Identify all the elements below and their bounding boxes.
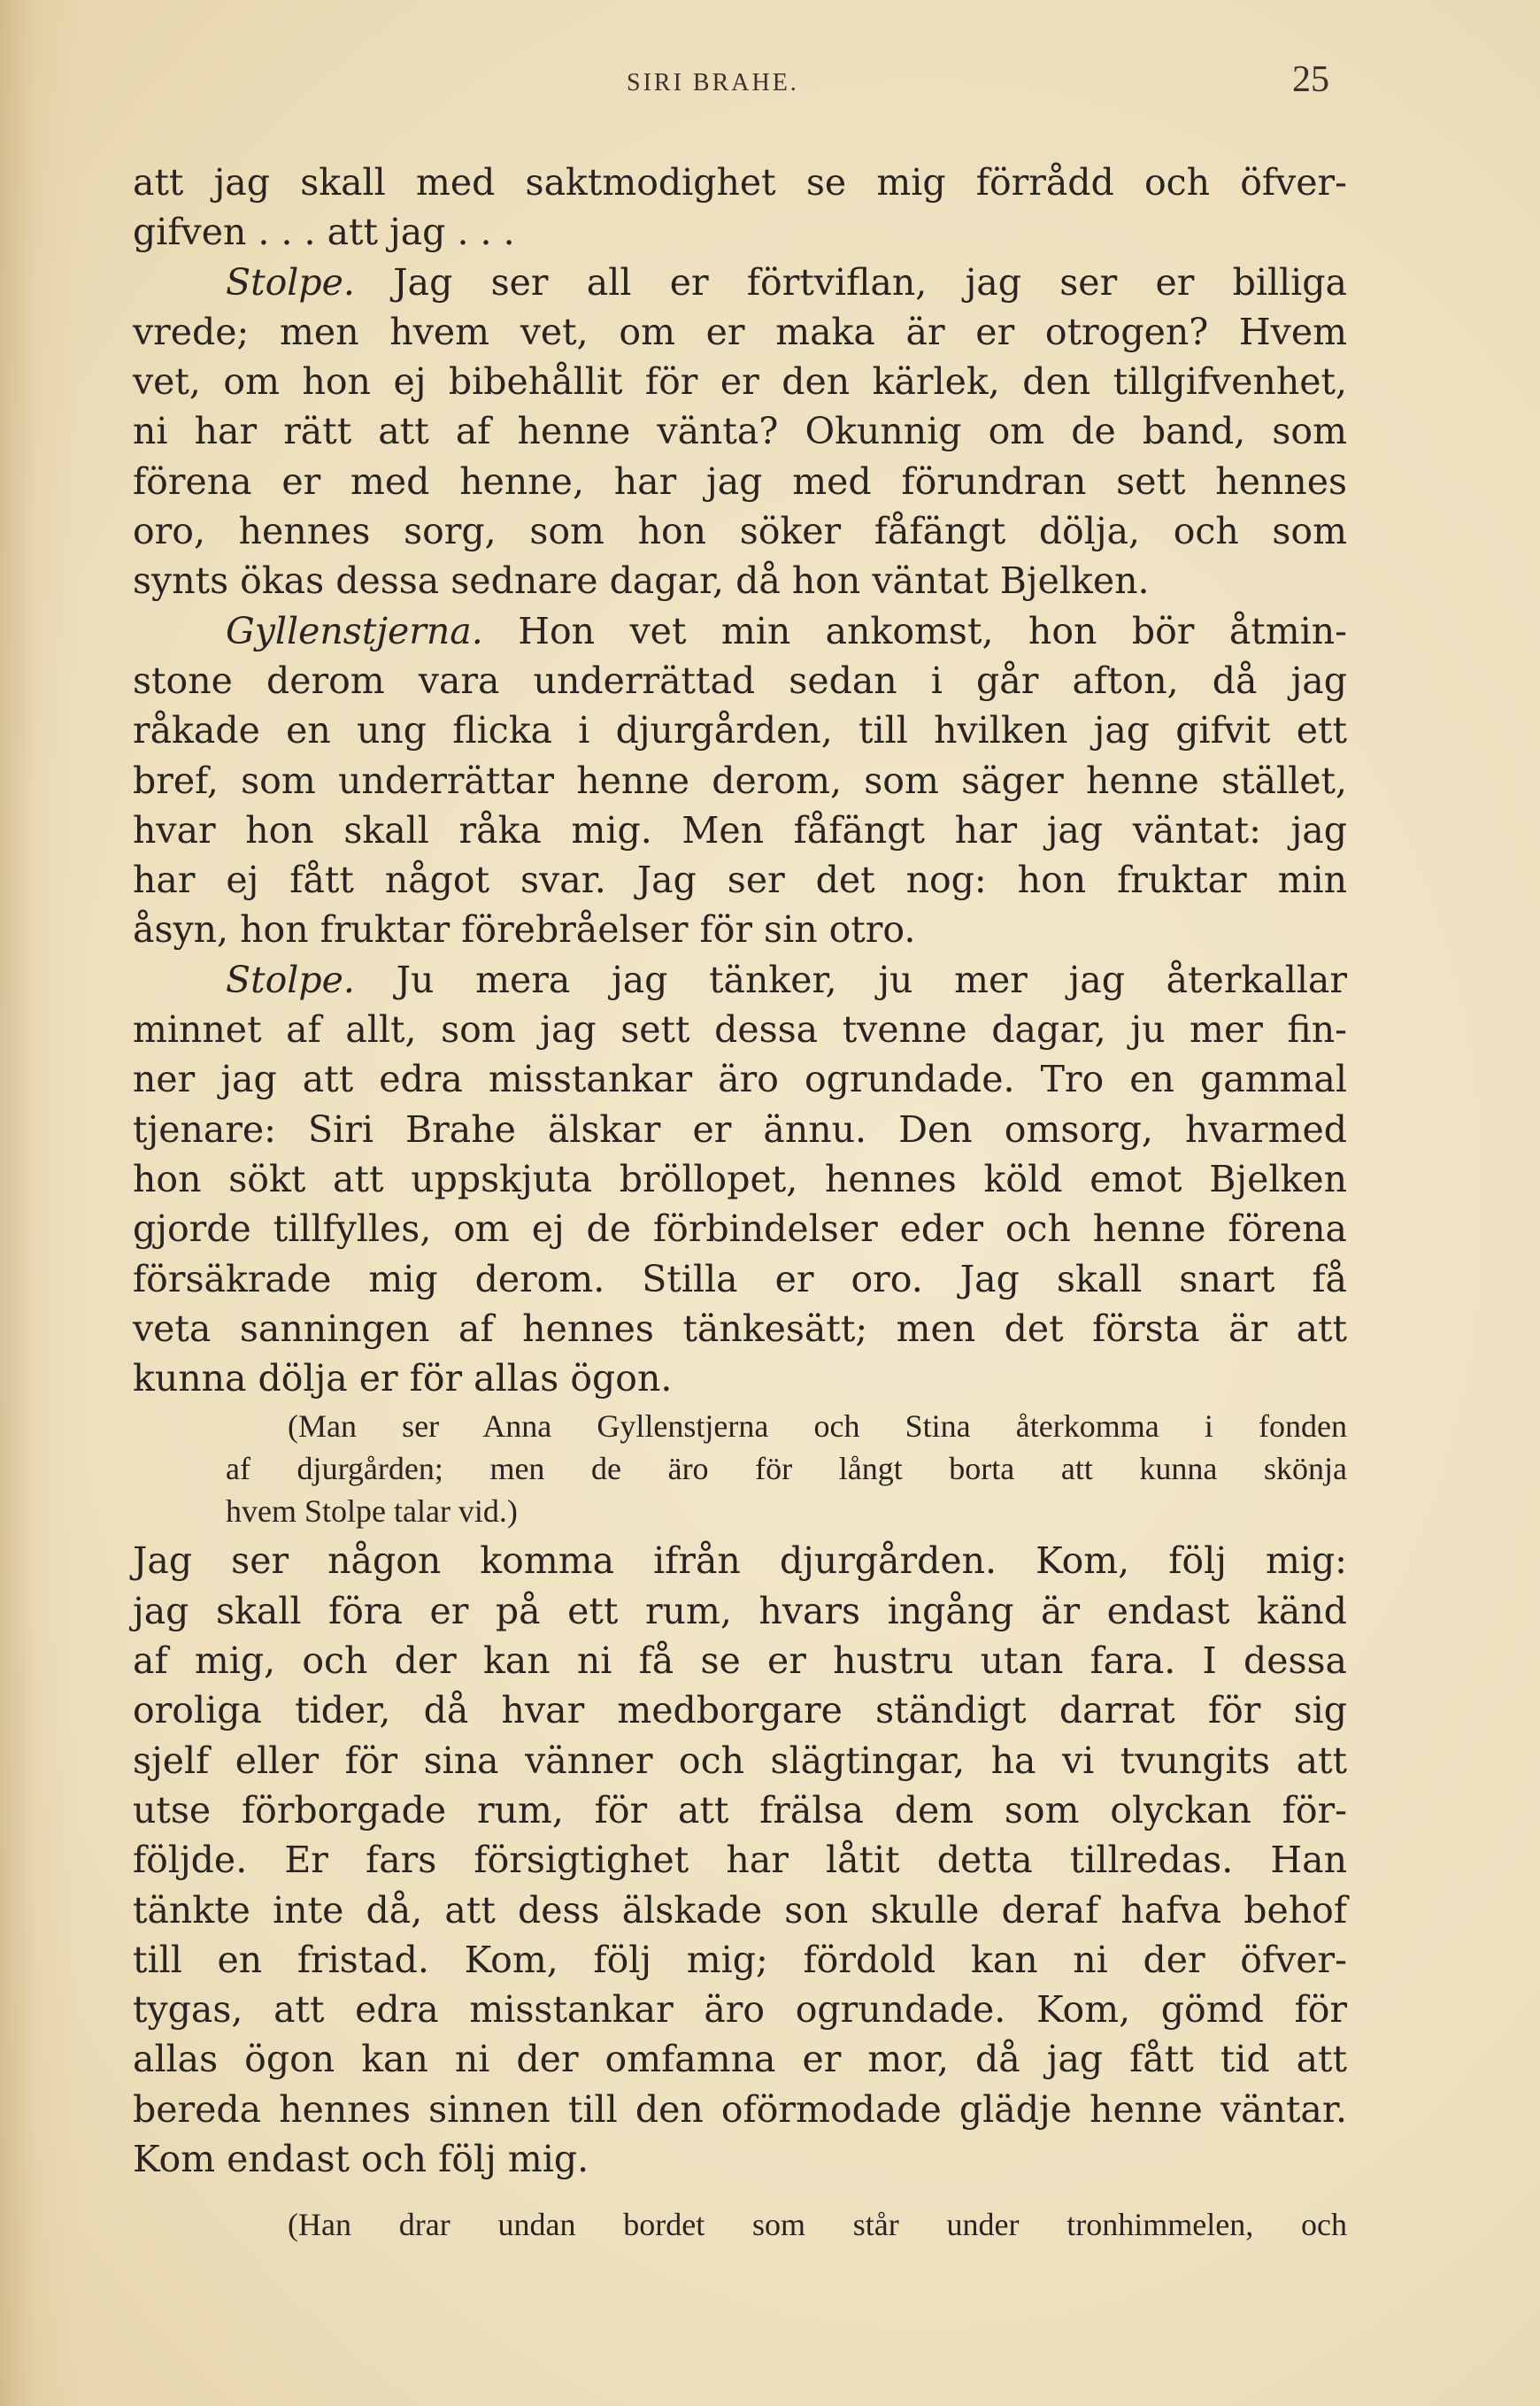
dialogue-line xyxy=(133,258,1347,307)
text-line: synts ökas dessa sednare dagar, då hon väntat Bjelken. xyxy=(133,559,1150,603)
text-line: till en fristad. Kom, följ mig; fördold kan ni der öfver- xyxy=(133,1938,1347,1981)
stage-line: (Han drar undan bordet som står under tronhimmelen, och xyxy=(288,2207,1347,2243)
text-line: gjorde tillfylles, om ej de förbindelser eder och henne förena xyxy=(133,1207,1347,1251)
text-line: Jag ser någon komma ifrån djurgården. Kom, följ mig: xyxy=(133,1539,1347,1583)
text-line: oro, hennes sorg, som hon söker fåfängt dölja, och som xyxy=(133,510,1347,553)
stage-line: af djurgården; men de äro för långt borta att kunna skönja xyxy=(226,1451,1347,1487)
text-line: försäkrade mig derom. Stilla er oro. Jag skall snart få xyxy=(133,1257,1347,1300)
text-line: af mig, och der kan ni få se er hustru utan fara. I dessa xyxy=(133,1639,1347,1683)
text-line: kunna dölja er för allas ögon. xyxy=(133,1357,673,1400)
stage-line: hvem Stolpe talar vid.) xyxy=(226,1493,518,1530)
stage-direction xyxy=(133,1405,1347,1532)
text-line: har ej fått något svar. Jag ser det nog: hon fruktar min xyxy=(133,859,1347,902)
text-line: tänkte inte då, att dess älskade son skulle deraf hafva behof xyxy=(133,1888,1347,1932)
dialogue-line xyxy=(133,955,1347,1005)
text-line: tygas, att edra misstankar äro ogrundade. Kom, gömd för xyxy=(133,1988,1347,2032)
text-line: gifven . . . att jag . . . xyxy=(133,211,515,254)
dialogue-text: Hon vet min ankomst, hon bör åtmin- xyxy=(518,609,1347,652)
dialogue-text: Jag ser all er förtviflan, jag ser er billiga xyxy=(393,260,1347,304)
text-line: vrede; men hvem vet, om er maka är er otrogen? Hvem xyxy=(133,310,1347,353)
text-line: tjenare: Siri Brahe älskar er ännu. Den omsorg, hvarmed xyxy=(133,1107,1347,1151)
text-line: oroliga tider, då hvar medborgare ständigt darrat för sig xyxy=(133,1689,1347,1732)
page-number: 25 xyxy=(1292,59,1329,100)
running-title: SIRI BRAHE. xyxy=(627,69,799,96)
text-line: veta sanningen af hennes tänkesätt; men det första är att xyxy=(133,1307,1347,1350)
text-line: åsyn, hon fruktar förebråelser för sin otro. xyxy=(133,908,916,952)
speaker-name: Stolpe. xyxy=(226,260,355,304)
text-line: hon sökt att uppskjuta bröllopet, hennes köld emot Bjelken xyxy=(133,1157,1347,1200)
text-line: vet, om hon ej bibehållit för er den kärlek, den tillgifvenhet, xyxy=(133,360,1347,404)
text-line: Kom endast och följ mig. xyxy=(133,2137,589,2180)
dialogue-line xyxy=(133,606,1347,656)
text-line: utse förborgade rum, för att frälsa dem som olyckan för- xyxy=(133,1788,1347,1831)
speaker-name: Stolpe. xyxy=(226,958,355,1001)
text-line: bereda hennes sinnen till den oförmodade glädje henne väntar. xyxy=(133,2087,1347,2131)
dialogue-text: Ju mera jag tänker, ju mer jag återkallar xyxy=(396,958,1347,1001)
text-line: att jag skall med saktmodighet se mig förrådd och öfver- xyxy=(133,161,1347,204)
text-line: ner jag att edra misstankar äro ogrundade. Tro en gammal xyxy=(133,1058,1347,1101)
text-line: allas ögon kan ni der omfamna er mor, då jag fått tid att xyxy=(133,2038,1347,2081)
text-line: förena er med henne, har jag med förundran sett hennes xyxy=(133,459,1347,503)
stage-line: (Man ser Anna Gyllenstjerna och Stina återkomma i fonden xyxy=(288,1408,1347,1445)
text-line: följde. Er fars försigtighet har låtit detta tillredas. Han xyxy=(133,1839,1347,1882)
text-line: jag skall föra er på ett rum, hvars ingång är endast känd xyxy=(133,1589,1347,1632)
text-line: ni har rätt att af henne vänta? Okunnig om de band, som xyxy=(133,410,1347,453)
text-line: råkade en ung flicka i djurgården, till hvilken jag gifvit ett xyxy=(133,709,1347,752)
text-line: hvar hon skall råka mig. Men fåfängt har jag väntat: jag xyxy=(133,808,1347,852)
text-line: stone derom vara underrättad sedan i går afton, då jag xyxy=(133,659,1347,702)
text-line: bref, som underrättar henne derom, som säger henne stället, xyxy=(133,759,1347,802)
stage-direction xyxy=(133,2203,1347,2246)
text-line: minnet af allt, som jag sett dessa tvenne dagar, ju mer fin- xyxy=(133,1008,1347,1052)
body-text xyxy=(133,158,1347,2246)
speaker-name: Gyllenstjerna. xyxy=(226,609,483,652)
text-line: sjelf eller för sina vänner och slägtingar, ha vi tvungits att xyxy=(133,1739,1347,1782)
